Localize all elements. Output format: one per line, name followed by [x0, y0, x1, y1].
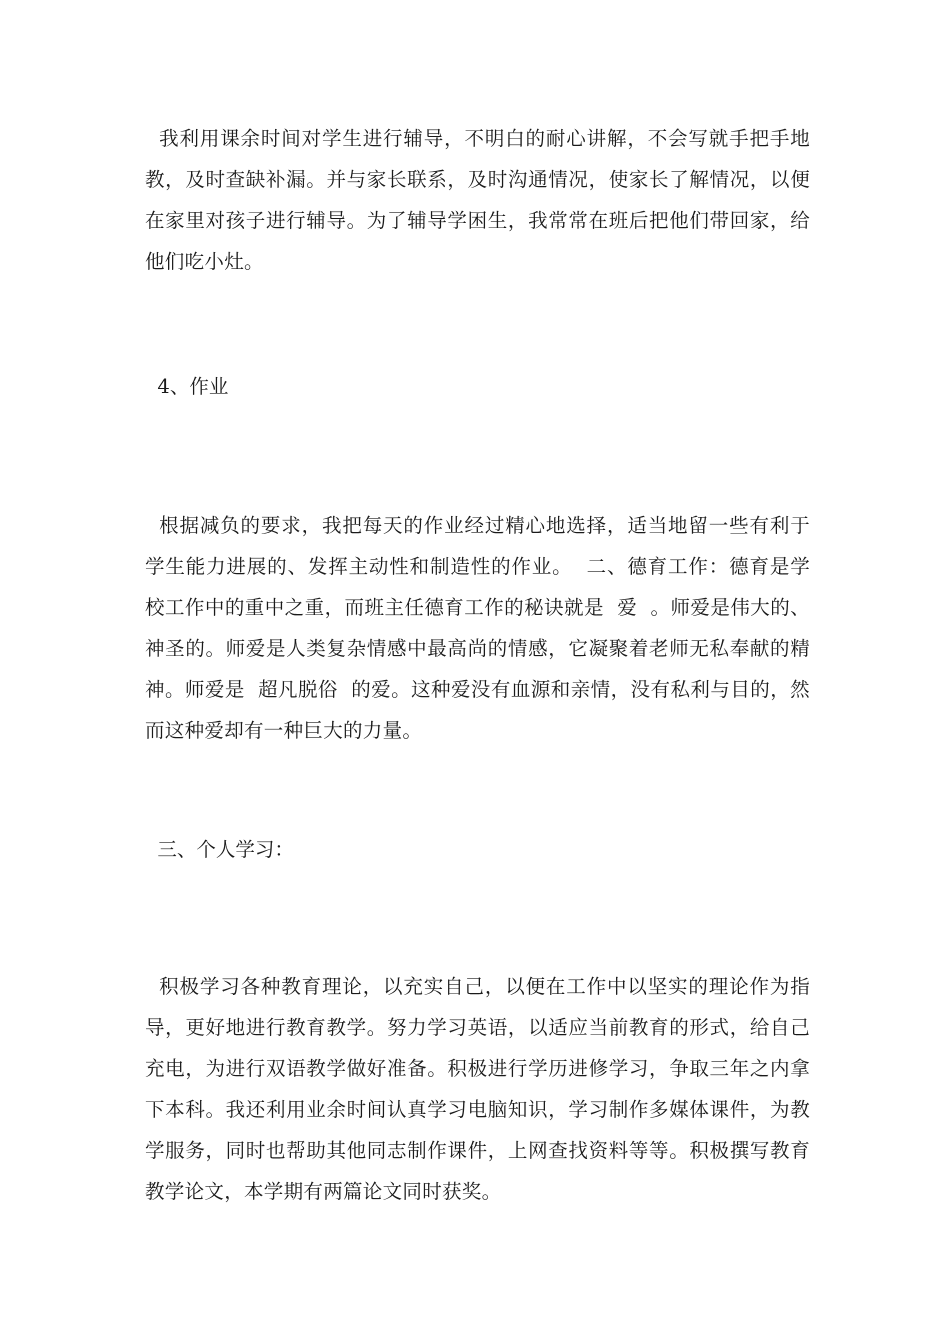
paragraph-tutoring: 我利用课余时间对学生进行辅导，不明白的耐心讲解，不会写就手把手地教，及时查缺补漏。并与家长联系，及时沟通情况，使家长了解情况，以便在家里对孩子进行辅导。为了辅导学困生，我常常在班后把他们带回家，给他们吃小灶。 [145, 127, 811, 273]
heading-personal-study: 三、个人学习： [145, 838, 294, 861]
heading-homework: 4、作业 [145, 375, 229, 398]
paragraph-homework-and-moral-education: 根据减负的要求，我把每天的作业经过精心地选择，适当地留一些有利于学生能力进展的、发挥主动性和制造性的作业。 二、德育工作：德育是学校工作中的重中之重，而班主任德育工作的秘诀就是 爱 。师爱是伟大的、神圣的。师爱是人类复杂情感中最高尚的情感，它凝聚着老师无私奉献的精神。师爱是 超凡脱俗 的爱。这种爱没有血源和亲情，没有私利与目的，然而这种爱却有一种巨大的力量。 [145, 514, 811, 742]
paragraph-personal-study: 积极学习各种教育理论，以充实自己，以便在工作中以坚实的理论作为指导，更好地进行教育教学。努力学习英语，以适应当前教育的形式，给自己充电，为进行双语教学做好准备。积极进行学历进修学习，争取三年之内拿下本科。我还利用业余时间认真学习电脑知识，学习制作多媒体课件，为教学服务，同时也帮助其他同志制作课件，上网查找资料等等。积极撰写教育教学论文，本学期有两篇论文同时获奖。 [145, 975, 811, 1203]
